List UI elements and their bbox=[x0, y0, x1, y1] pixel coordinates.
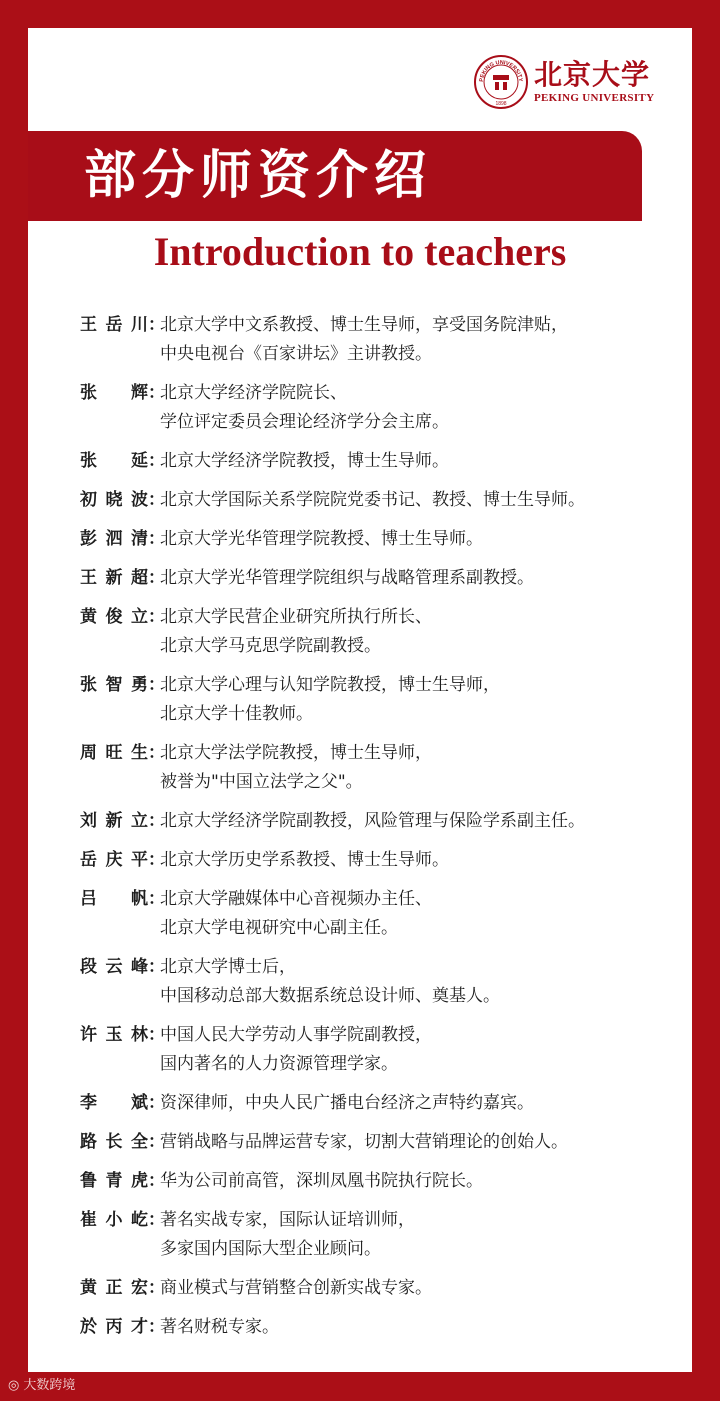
teacher-description-line: 学位评定委员会理论经济学分会主席。 bbox=[160, 412, 449, 432]
teacher-description bbox=[160, 885, 680, 943]
name-separator: ： bbox=[148, 1025, 165, 1045]
teacher-description-line: 中国移动总部大数据系统总设计师、奠基人。 bbox=[160, 986, 500, 1006]
teacher-description bbox=[160, 671, 680, 729]
teacher-description-line: 北京大学马克思学院副教授。 bbox=[160, 636, 381, 656]
teacher-description-line: 资深律师，中央人民广播电台经济之声特约嘉宾。 bbox=[160, 1093, 534, 1113]
teacher-description-line: 中国人民大学劳动人事学院副教授， bbox=[160, 1025, 432, 1045]
title-banner bbox=[28, 131, 642, 221]
teacher-entry bbox=[80, 739, 680, 797]
teacher-name: 张智勇 bbox=[80, 675, 148, 695]
teacher-entry bbox=[80, 486, 680, 515]
teacher-name: 崔小屹 bbox=[80, 1210, 148, 1230]
teacher-description bbox=[160, 379, 680, 437]
teacher-description-line: 北京大学中文系教授、博士生导师，享受国务院津贴， bbox=[160, 315, 568, 335]
seal-arc-text: PEKING UNIVERSITY bbox=[478, 59, 524, 83]
teacher-name: 黄正宏 bbox=[80, 1278, 148, 1298]
name-separator: ： bbox=[148, 743, 165, 763]
teacher-description-line: 被誉为"中国立法学之父"。 bbox=[160, 772, 363, 792]
teacher-name: 许玉林 bbox=[80, 1025, 148, 1045]
teacher-description-line: 北京大学光华管理学院组织与战略管理系副教授。 bbox=[160, 568, 534, 588]
teacher-description-line: 北京大学光华管理学院教授、博士生导师。 bbox=[160, 529, 483, 549]
name-separator: ： bbox=[148, 811, 165, 831]
teacher-description bbox=[160, 1167, 680, 1196]
teacher-description bbox=[160, 1021, 680, 1079]
teacher-entry bbox=[80, 447, 680, 476]
teacher-entry bbox=[80, 525, 680, 554]
teacher-description-line: 北京大学经济学院副教授，风险管理与保险学系副主任。 bbox=[160, 811, 585, 831]
teacher-description-line: 华为公司前高管，深圳凤凰书院执行院长。 bbox=[160, 1171, 483, 1191]
name-separator: ： bbox=[148, 315, 165, 335]
teacher-entry bbox=[80, 885, 680, 943]
teacher-description bbox=[160, 447, 680, 476]
poster-frame bbox=[28, 28, 692, 1372]
name-separator: ： bbox=[148, 1171, 165, 1191]
name-separator: ： bbox=[148, 529, 165, 549]
teacher-description-line: 著名实战专家，国际认证培训师， bbox=[160, 1210, 415, 1230]
teacher-description bbox=[160, 603, 680, 661]
teacher-name: 岳庆平 bbox=[80, 850, 148, 870]
teacher-description bbox=[160, 807, 680, 836]
teacher-description bbox=[160, 1313, 680, 1342]
name-separator: ： bbox=[148, 1132, 165, 1152]
teacher-name: 刘新立 bbox=[80, 811, 148, 831]
teacher-entry bbox=[80, 1274, 680, 1303]
teacher-entry bbox=[80, 379, 680, 437]
teacher-entry bbox=[80, 671, 680, 729]
teacher-description bbox=[160, 564, 680, 593]
name-separator: ： bbox=[148, 568, 165, 588]
teacher-description-line: 多家国内国际大型企业顾问。 bbox=[160, 1239, 381, 1259]
teacher-description-line: 营销战略与品牌运营专家，切割大营销理论的创始人。 bbox=[160, 1132, 568, 1152]
university-name-cn: 北京大学 bbox=[534, 58, 651, 91]
watermark bbox=[8, 1377, 75, 1395]
teacher-name: 段云峰 bbox=[80, 957, 148, 977]
logo-text bbox=[534, 59, 654, 105]
teacher-name: 黄俊立 bbox=[80, 607, 148, 627]
teacher-entry bbox=[80, 846, 680, 875]
teacher-name: 周旺生 bbox=[80, 743, 148, 763]
teacher-description-line: 著名财税专家。 bbox=[160, 1317, 279, 1337]
name-separator: ： bbox=[148, 1210, 165, 1230]
teacher-description-line: 北京大学国际关系学院院党委书记、教授、博士生导师。 bbox=[160, 490, 585, 510]
teacher-name: 初晓波 bbox=[80, 490, 148, 510]
teacher-name: 於丙才 bbox=[80, 1317, 148, 1337]
teacher-entry bbox=[80, 1206, 680, 1264]
teacher-entry bbox=[80, 1089, 680, 1118]
teacher-description-line: 北京大学融媒体中心音视频办主任、 bbox=[160, 889, 432, 909]
teacher-description bbox=[160, 739, 680, 797]
name-separator: ： bbox=[148, 383, 165, 403]
page-title: 部分师资介绍 bbox=[84, 146, 433, 206]
peking-university-seal-icon bbox=[474, 55, 528, 109]
teacher-name: 张延 bbox=[80, 451, 148, 471]
teacher-name: 彭泗清 bbox=[80, 529, 148, 549]
name-separator: ： bbox=[148, 889, 165, 909]
teacher-entry bbox=[80, 311, 680, 369]
teacher-description bbox=[160, 1274, 680, 1303]
teacher-description bbox=[160, 525, 680, 554]
teacher-description bbox=[160, 953, 680, 1011]
teacher-entry bbox=[80, 1313, 680, 1342]
name-separator: ： bbox=[148, 675, 165, 695]
name-separator: ： bbox=[148, 1278, 165, 1298]
teacher-entry bbox=[80, 953, 680, 1011]
name-separator: ： bbox=[148, 490, 165, 510]
watermark-text: 大数跨境 bbox=[23, 1378, 76, 1393]
teacher-description bbox=[160, 486, 680, 515]
name-separator: ： bbox=[148, 607, 165, 627]
name-separator: ： bbox=[148, 957, 165, 977]
university-logo bbox=[474, 55, 654, 109]
teacher-description-line: 北京大学民营企业研究所执行所长、 bbox=[160, 607, 432, 627]
watermark-logo-icon: ᠍◎ bbox=[8, 1378, 20, 1393]
name-separator: ： bbox=[148, 451, 165, 471]
teacher-description-line: 北京大学法学院教授，博士生导师， bbox=[160, 743, 432, 763]
teacher-description-line: 中央电视台《百家讲坛》主讲教授。 bbox=[160, 344, 432, 364]
teacher-name: 王新超 bbox=[80, 568, 148, 588]
teacher-entry bbox=[80, 807, 680, 836]
teacher-list bbox=[80, 311, 680, 1352]
teacher-description-line: 北京大学心理与认知学院教授，博士生导师， bbox=[160, 675, 500, 695]
teacher-description-line: 北京大学博士后， bbox=[160, 957, 296, 977]
teacher-entry bbox=[80, 564, 680, 593]
name-separator: ： bbox=[148, 1317, 165, 1337]
teacher-description-line: 国内著名的人力资源管理学家。 bbox=[160, 1054, 398, 1074]
name-separator: ： bbox=[148, 1093, 165, 1113]
teacher-description-line: 北京大学十佳教师。 bbox=[160, 704, 313, 724]
teacher-entry bbox=[80, 1167, 680, 1196]
teacher-description-line: 北京大学电视研究中心副主任。 bbox=[160, 918, 398, 938]
teacher-entry bbox=[80, 603, 680, 661]
teacher-description bbox=[160, 846, 680, 875]
name-separator: ： bbox=[148, 850, 165, 870]
seal-year: 1898 bbox=[495, 101, 507, 107]
teacher-name: 李斌 bbox=[80, 1093, 148, 1113]
teacher-description-line: 北京大学经济学院院长、 bbox=[160, 383, 347, 403]
teacher-description-line: 北京大学历史学系教授、博士生导师。 bbox=[160, 850, 449, 870]
teacher-description bbox=[160, 1206, 680, 1264]
teacher-description bbox=[160, 311, 680, 369]
teacher-name: 张辉 bbox=[80, 383, 148, 403]
teacher-name: 王岳川 bbox=[80, 315, 148, 335]
teacher-description bbox=[160, 1128, 680, 1157]
teacher-entry bbox=[80, 1128, 680, 1157]
teacher-name: 鲁青虎 bbox=[80, 1171, 148, 1191]
teacher-description-line: 北京大学经济学院教授，博士生导师。 bbox=[160, 451, 449, 471]
teacher-name: 吕帆 bbox=[80, 889, 148, 909]
teacher-name: 路长全 bbox=[80, 1132, 148, 1152]
teacher-description bbox=[160, 1089, 680, 1118]
teacher-description-line: 商业模式与营销整合创新实战专家。 bbox=[160, 1278, 432, 1298]
university-name-en: PEKING UNIVERSITY bbox=[534, 92, 655, 104]
teacher-entry bbox=[80, 1021, 680, 1079]
page-subtitle: Introduction to teachers bbox=[153, 229, 567, 274]
